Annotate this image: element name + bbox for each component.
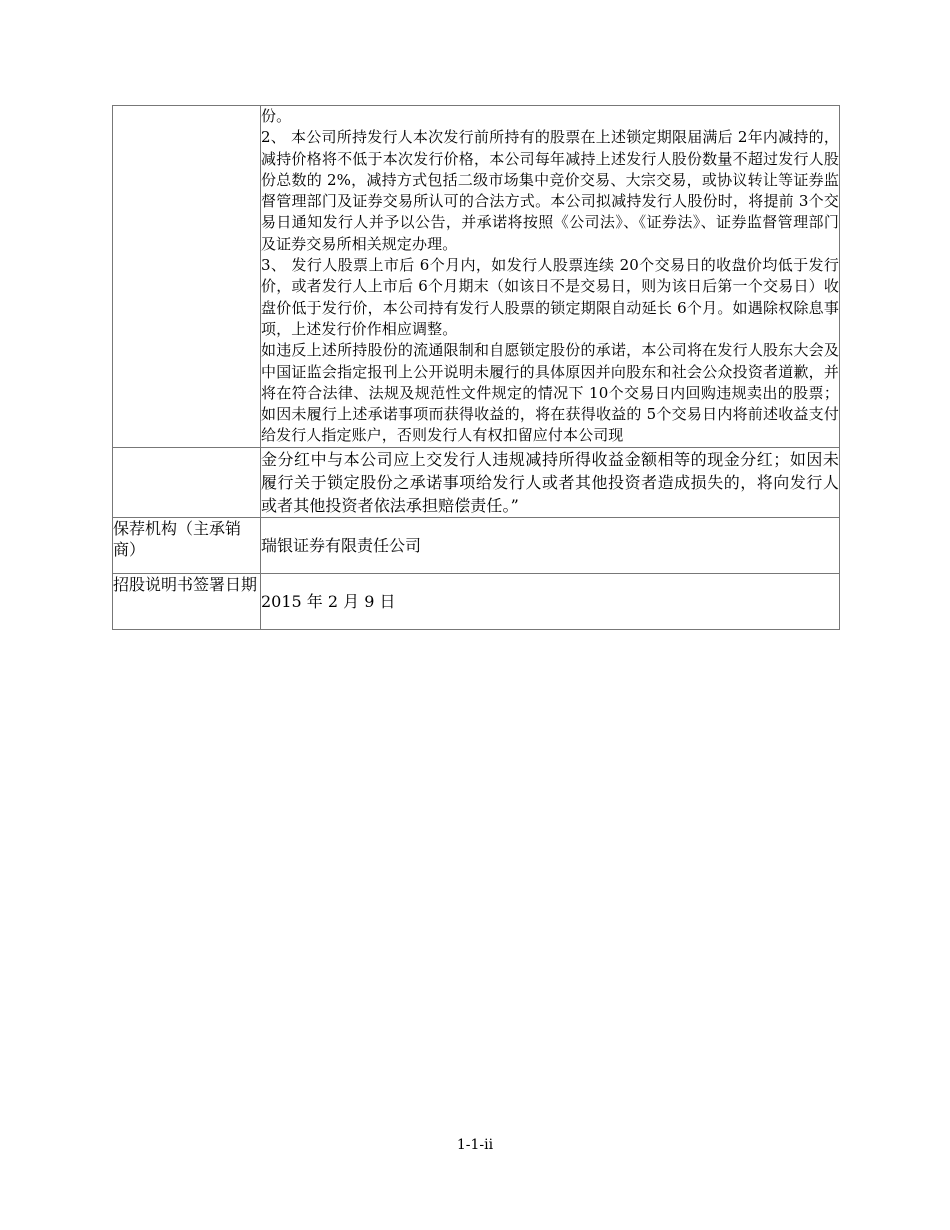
sponsor-value: 瑞银证券有限责任公司 [261,535,422,555]
table-row-sponsor [113,517,840,573]
commitment-paragraph-3: 3、 发行人股票上市后 6个月内，如发行人股票连续 20个交易日的收盘价均低于发行价，或者发行人上市后 6个月期末（如该日不是交易日，则为该日后第一个交易日）收盘价低于发行价，本公司持有发行人股票的锁定期限自动延长 6个月。如遇除权除息事项，上述发行价作相应调整。 [261,256,839,338]
signing-date-label-cell [113,573,261,629]
table-row-commitment-continued [113,447,840,517]
table-row-commitment [113,106,840,448]
sponsor-label-cell [113,517,261,573]
table-row-signing-date [113,573,840,629]
sponsor-value-cell [261,517,840,573]
page-number: 1-1-ii [456,1137,494,1153]
commitment-continued-cell [261,447,840,517]
signing-date-value: 2015 年 2 月 9 日 [261,591,396,611]
signing-date-label: 招股说明书签署日期 [113,574,258,594]
signing-date-value-cell [261,573,840,629]
commitment-continued-text: 金分红中与本公司应上交发行人违规减持所得收益金额相等的现金分红；如因未履行关于锁定股份之承诺事项给发行人或者其他投资者造成损失的，将向发行人或者其他投资者依法承担赔偿责任。” [261,449,839,515]
sponsor-label: 保荐机构（主承销商） [113,518,242,559]
row-label-empty-2 [113,447,261,517]
row-label-empty-1 [113,106,261,448]
commitment-paragraph-4: 如违反上述所持股份的流通限制和自愿锁定股份的承诺，本公司将在发行人股东大会及中国证监会指定报刊上公开说明未履行的具体原因并向股东和社会公众投资者道歉，并将在符合法律、法规及规范性文件规定的情况下 10个交易日内回购违规卖出的股票；如因未履行上述承诺事项而获得收益的，将在获得收益的 5个交易日内将前述收益支付给发行人指定账户，否则发行人有权扣留应付本公司现 [261,341,839,445]
commitment-paragraph-2: 2、 本公司所持发行人本次发行前所持有的股票在上述锁定期限届满后 2年内减持的，减持价格将不低于本次发行价格，本公司每年减持上述发行人股份数量不超过发行人股份总数的 2%，减持方式包括二级市场集中竞价交易、大宗交易，或协议转让等证券监督管理部门及证券交易所认可的合法方式。本公司拟减持发行人股份时，将提前 3个交易日通知发行人并予以公告，并承诺将按照《公司法》、《证券法》、证券监督管理部门及证券交易所相关规定办理。 [261,128,839,253]
commitment-paragraph-1: 份。 [261,107,292,125]
commitment-cell [261,106,840,448]
prospectus-table [112,105,840,630]
